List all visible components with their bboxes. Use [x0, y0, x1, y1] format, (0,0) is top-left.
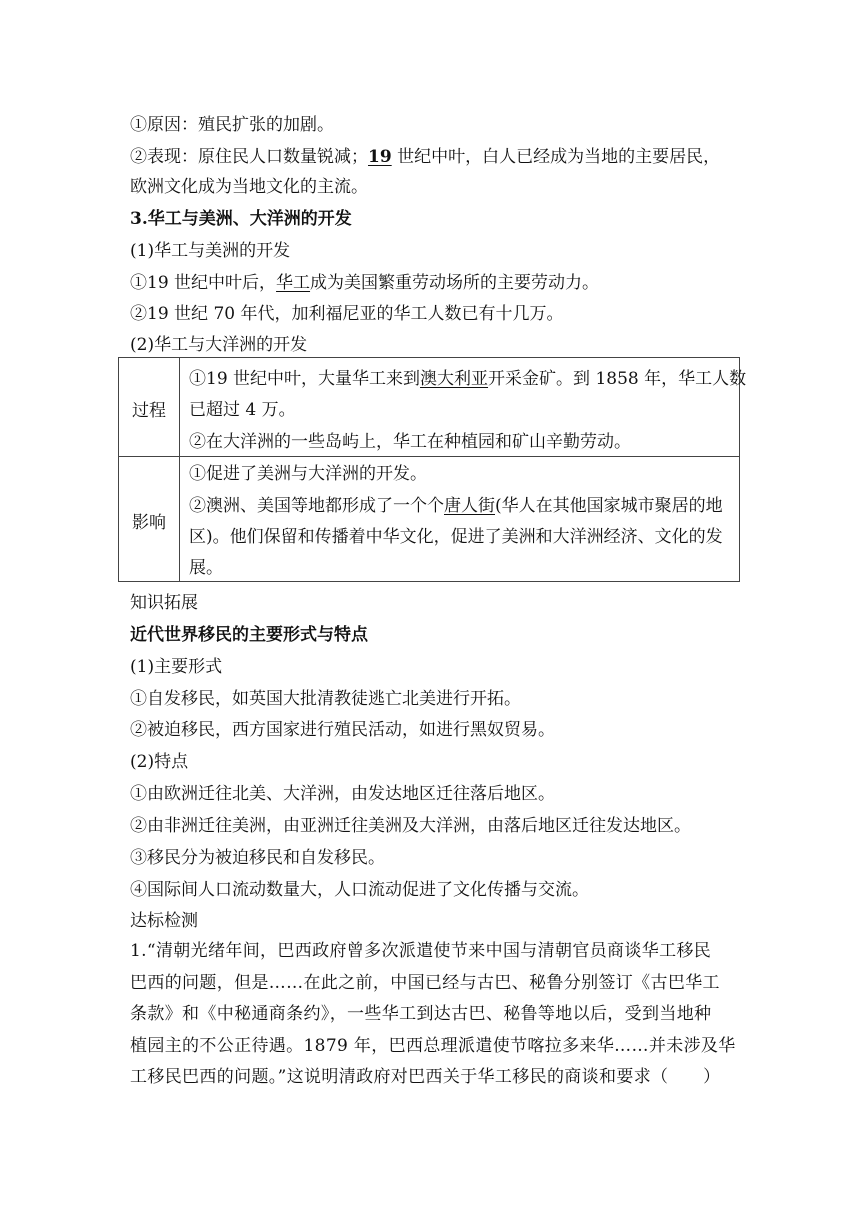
form-item-2: ②被迫移民，西方国家进行殖民活动，如进行黑奴贸易。	[130, 720, 555, 740]
impact-line-2	[189, 495, 723, 517]
oceania-table	[118, 357, 747, 582]
impact-line-1: ①促进了美洲与大洋洲的开发。	[189, 464, 427, 484]
process-line-1	[189, 368, 746, 390]
manifestation-line-2: 欧洲文化成为当地文化的主流。	[130, 177, 368, 197]
feature-item-1: ①由欧洲迁往北美、大洋洲，由发达地区迁往落后地区。	[130, 784, 555, 804]
row-label-process: 过程	[132, 401, 166, 421]
item-text-2: 成为美国繁重劳动场所的主要劳动力。	[310, 273, 600, 293]
reason-line: ①原因：殖民扩张的加剧。	[130, 115, 334, 135]
underlined-term: 澳大利亚	[420, 369, 489, 389]
manifestation-line	[130, 146, 720, 168]
process-line-2: 已超过 4 万。	[189, 400, 296, 420]
question-line-2: 巴西的问题，但是……在此之前，中国已经与古巴、秘鲁分别签订《古巴华工	[130, 973, 720, 993]
forms-subheading: (1)主要形式	[130, 657, 223, 677]
question-line-4: 植园主的不公正待遇。1879 年，巴西总理派遣使节喀拉多来华……并未涉及华	[130, 1036, 736, 1056]
extension-title: 近代世界移民的主要形式与特点	[130, 625, 368, 645]
feature-item-2: ②由非洲迁往美洲，由亚洲迁往美洲及大洋洲，由落后地区迁往发达地区。	[130, 816, 691, 836]
table-divider-horizontal	[119, 456, 739, 457]
section-heading: 3.华工与美洲、大洋洲的开发	[130, 209, 352, 229]
process-line-3: ②在大洋洲的一些岛屿上，华工在种植园和矿山辛勤劳动。	[189, 432, 631, 452]
item-text: ①19 世纪中叶后，	[130, 273, 277, 293]
century-blank: 19	[368, 147, 392, 167]
cell-text-2: (华人在其他国家城市聚居的地	[495, 496, 723, 516]
cell-text: ②澳洲、美国等地都形成了一个个	[189, 496, 444, 516]
cell-text: ①19 世纪中叶，大量华工来到	[189, 369, 421, 389]
manifestation-text: ②表现：原住民人口数量锐减；	[130, 147, 368, 167]
impact-line-4: 展。	[189, 558, 223, 578]
question-line-3: 条款》和《中秘通商条约》，一些华工到达古巴、秘鲁等地以后，受到当地种	[130, 1004, 712, 1024]
question-line-5: 工移民巴西的问题。”这说明清政府对巴西关于华工移民的商谈和要求（ ）	[130, 1067, 721, 1087]
feature-item-3: ③移民分为被迫移民和自发移民。	[130, 848, 385, 868]
america-item-2: ②19 世纪 70 年代，加利福尼亚的华工人数已有十几万。	[130, 304, 564, 324]
subheading-america: (1)华工与美洲的开发	[130, 241, 291, 261]
cell-text-2: 开采金矿。到 1858 年，华工人数	[488, 369, 747, 389]
row-label-impact: 影响	[132, 513, 166, 533]
underlined-term: 唐人街	[444, 496, 495, 516]
manifestation-text-2: 世纪中叶，白人已经成为当地的主要居民，	[391, 147, 721, 167]
test-label: 达标检测	[130, 911, 198, 931]
table-divider-vertical	[179, 358, 180, 581]
impact-line-3: 区)。他们保留和传播着中华文化，促进了美洲和大洋洲经济、文化的发	[189, 527, 723, 547]
subheading-oceania: (2)华工与大洋洲的开发	[130, 335, 308, 355]
underlined-term: 华工	[276, 273, 311, 293]
features-subheading: (2)特点	[130, 752, 189, 772]
form-item-1: ①自发移民，如英国大批清教徒逃亡北美进行开拓。	[130, 689, 521, 709]
america-item-1	[130, 272, 599, 294]
feature-item-4: ④国际间人口流动数量大，人口流动促进了文化传播与交流。	[130, 880, 589, 900]
extension-label: 知识拓展	[130, 593, 198, 613]
question-line-1: 1.“清朝光绪年间，巴西政府曾多次派遣使节来中国与清朝官员商谈华工移民	[130, 941, 712, 961]
